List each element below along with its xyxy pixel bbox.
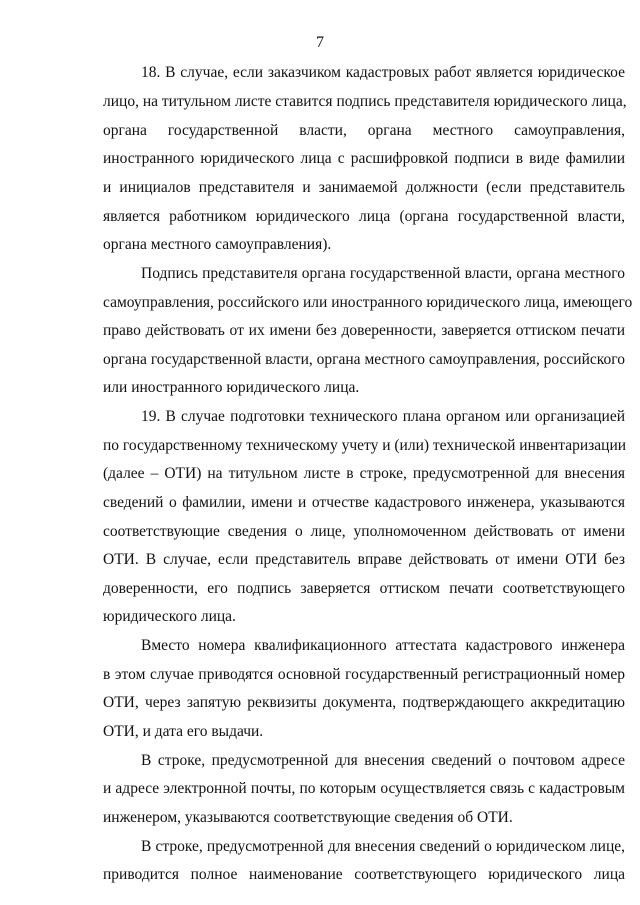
text-line: В строке, предусмотренной для внесения сведений о юридическом лице, xyxy=(141,838,625,855)
text-line: ОТИ, и дата его выдачи. xyxy=(103,723,264,740)
text-line: соответствующие сведения о лице, уполномоченном действовать от имени xyxy=(103,523,625,540)
text-line: доверенности, его подпись заверяется оттиском печати соответствующего xyxy=(103,580,625,597)
text-line: В строке, предусмотренной для внесения сведений о почтовом адресе xyxy=(141,752,625,769)
text-line: 18. В случае, если заказчиком кадастровых работ является юридическое xyxy=(141,64,625,81)
text-line: и инициалов представителя и занимаемой должности (если представитель xyxy=(103,179,625,196)
text-line: органа местного самоуправления). xyxy=(103,236,332,253)
text-line: право действовать от их имени без доверенности, заверяется оттиском печати xyxy=(103,322,625,339)
text-line: 19. В случае подготовки технического плана органом или организацией xyxy=(141,408,625,425)
text-line: лицо, на титульном листе ставится подпись представителя юридического лица, xyxy=(103,93,627,110)
text-line: юридического лица. xyxy=(103,608,236,625)
text-line: ОТИ. В случае, если представитель вправе действовать от имени ОТИ без xyxy=(103,551,625,568)
text-line: (далее – ОТИ) на титульном листе в строке, предусмотренной для внесения xyxy=(103,465,625,482)
text-line: и адресе электронной почты, по которым осуществляется связь с кадастровым xyxy=(103,780,625,797)
text-line: органа государственной власти, органа местного самоуправления, xyxy=(103,122,625,139)
text-line: в этом случае приводятся основной государственный регистрационный номер xyxy=(103,666,625,683)
text-line: Подпись представителя органа государственной власти, органа местного xyxy=(141,265,625,282)
text-line: ОТИ, через запятую реквизиты документа, подтверждающего аккредитацию xyxy=(103,694,625,711)
text-line: сведений о фамилии, имени и отчестве кадастрового инженера, указываются xyxy=(103,494,625,511)
text-line: по государственному техническому учету и (или) технической инвентаризации xyxy=(103,437,627,454)
page-number: 7 xyxy=(316,34,324,51)
text-line: или иностранного юридического лица. xyxy=(103,379,360,396)
text-line: является работником юридического лица (органа государственной власти, xyxy=(103,208,625,225)
text-line: Вместо номера квалификационного аттестата кадастрового инженера xyxy=(141,637,625,654)
text-line: приводится полное наименование соответствующего юридического лица xyxy=(103,866,625,883)
text-line: инженером, указываются соответствующие сведения об ОТИ. xyxy=(103,809,513,826)
text-line: органа государственной власти, органа местного самоуправления, российского xyxy=(103,351,625,368)
text-line: иностранного юридического лица с расшифровкой подписи в виде фамилии xyxy=(103,150,625,167)
text-line: самоуправления, российского или иностранного юридического лица, имеющего xyxy=(103,294,633,311)
